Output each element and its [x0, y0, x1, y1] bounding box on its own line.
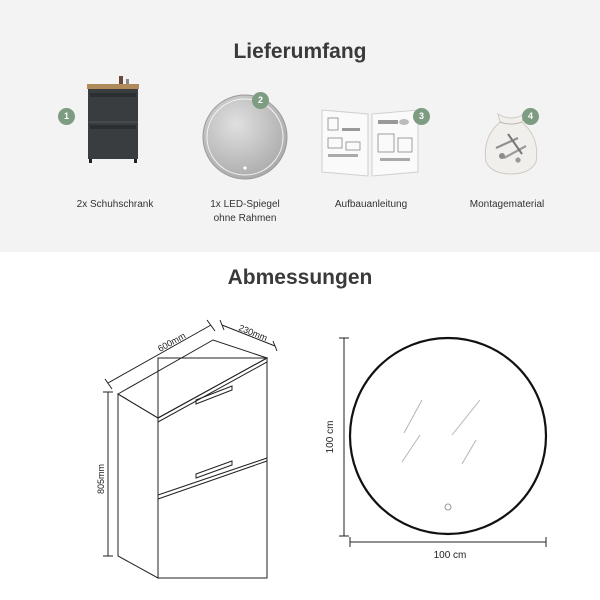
item-caption-line: Aufbauanleitung	[334, 199, 408, 210]
cabinet-depth-label: 230mm	[237, 322, 269, 344]
mirror-dimension-drawing	[339, 338, 546, 547]
dimensions-title: Abmessungen	[227, 266, 373, 289]
item-caption-line: 1x LED-Spiegel	[210, 199, 280, 210]
item-caption-line: ohne Rahmen	[213, 213, 277, 224]
item-caption-line: 2x Schuhschrank	[76, 199, 154, 210]
cabinet-height-label: 805mm	[96, 463, 106, 494]
item-number-badge: 4	[522, 108, 539, 125]
delivery-title: Lieferumfang	[233, 40, 367, 63]
item-number-badge: 1	[58, 108, 75, 125]
mirror-height-label: 100 cm	[325, 420, 336, 454]
item-number-badge: 3	[413, 108, 430, 125]
item-number-badge: 2	[252, 92, 269, 109]
cabinet-width-label: 600mm	[156, 330, 188, 354]
mirror-width-label: 100 cm	[433, 550, 467, 561]
item-caption-line: Montagematerial	[469, 199, 545, 210]
